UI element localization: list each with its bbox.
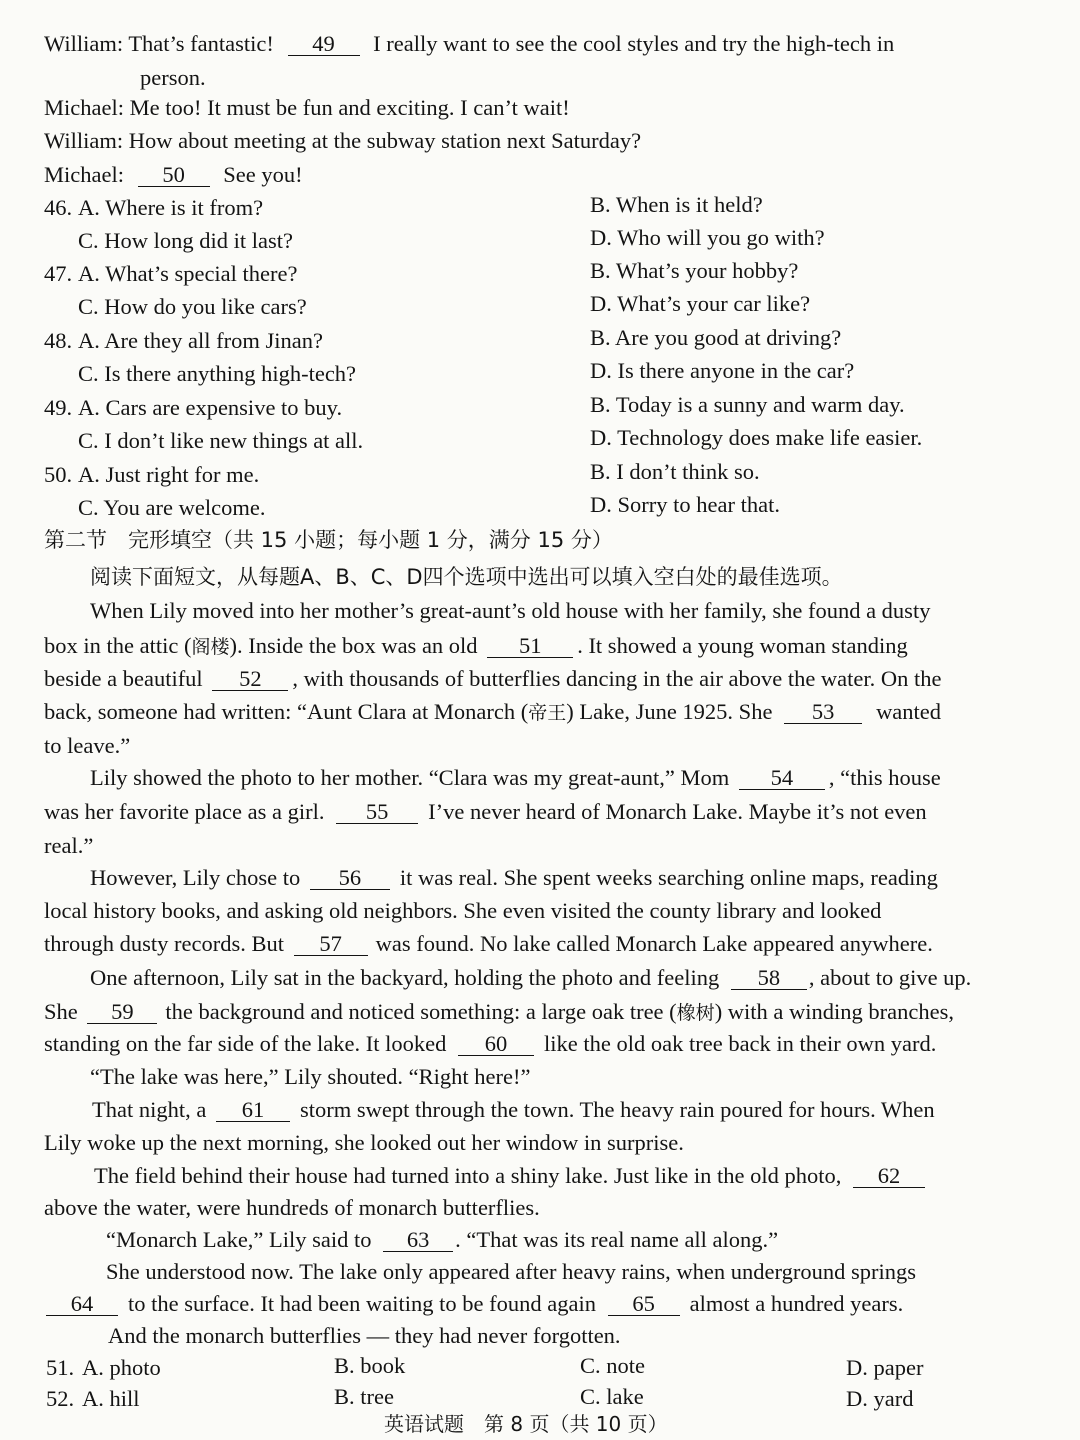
passage-line: “The lake was here,” Lily shouted. “Right here!”	[90, 1064, 531, 1089]
blank-53: 53	[784, 701, 862, 724]
q51-option-a[interactable]: A. photo	[82, 1355, 161, 1380]
passage-text: The field behind their house had turned into a shiny lake. Just like in the old photo,	[94, 1163, 842, 1188]
q47-option-b[interactable]: B. What’s your hobby?	[590, 258, 799, 283]
passage-line: above the water, were hundreds of monarch butterflies.	[44, 1195, 540, 1220]
passage-text: . It showed a young woman standing	[577, 633, 908, 658]
passage-line: real.”	[44, 833, 94, 858]
blank-49: 49	[288, 33, 360, 56]
cjk-gloss: 帝王	[528, 702, 567, 724]
q49-option-b[interactable]: B. Today is a sunny and warm day.	[590, 392, 905, 417]
passage-line	[44, 998, 954, 1027]
blank-51: 51	[487, 635, 573, 658]
passage-text: I’ve never heard of Monarch Lake. Maybe it’s not even	[428, 799, 927, 824]
passage-text: ) with a winding branches,	[714, 999, 955, 1024]
passage-text: to the surface. It had been waiting to be found again	[128, 1291, 596, 1316]
q49-num: 49.	[44, 395, 73, 420]
dialogue-line-william-1	[44, 30, 894, 58]
cjk-gloss: 阁楼	[191, 636, 230, 658]
q52-num: 52.	[46, 1386, 75, 1411]
q48-option-c[interactable]: C. Is there anything high-tech?	[78, 361, 357, 386]
passage-line	[44, 698, 941, 727]
passage-line: to leave.”	[44, 733, 131, 758]
q52-option-d[interactable]: D. yard	[846, 1386, 914, 1411]
passage-text: One afternoon, Lily sat in the backyard, holding the photo and feeling	[90, 965, 720, 990]
passage-line	[90, 864, 938, 892]
q46-option-b[interactable]: B. When is it held?	[590, 192, 763, 217]
passage-text: . “That was its real name all along.”	[455, 1227, 779, 1252]
q50-option-a[interactable]: A. Just right for me.	[78, 462, 260, 487]
q47-option-d[interactable]: D. What’s your car like?	[590, 291, 811, 316]
q48-num: 48.	[44, 328, 73, 353]
blank-56: 56	[310, 867, 390, 890]
passage-text: Lily showed the photo to her mother. “Clara was my great-aunt,” Mom	[90, 765, 730, 790]
q52-option-b[interactable]: B. tree	[334, 1384, 394, 1409]
passage-text: “Monarch Lake,” Lily said to	[106, 1227, 372, 1252]
page-footer: 英语试题 第 8 页（共 10 页）	[384, 1412, 668, 1436]
blank-50: 50	[138, 164, 210, 187]
q50-option-d[interactable]: D. Sorry to hear that.	[590, 492, 780, 517]
blank-61: 61	[216, 1099, 290, 1122]
passage-line	[90, 764, 941, 792]
blank-55: 55	[336, 801, 418, 824]
passage-line: Lily woke up the next morning, she looked out her window in surprise.	[44, 1130, 684, 1155]
passage-text: , with thousands of butterflies dancing in the air above the water. On the	[292, 666, 942, 691]
passage-line	[44, 798, 927, 826]
passage-text: almost a hundred years.	[689, 1291, 904, 1316]
passage-line: And the monarch butterflies — they had never forgotten.	[108, 1323, 621, 1348]
passage-text: However, Lily chose to	[90, 865, 301, 890]
passage-text: the background and noticed something: a large oak tree (	[165, 999, 677, 1024]
q52-option-a[interactable]: A. hill	[82, 1386, 140, 1411]
q46-option-c[interactable]: C. How long did it last?	[78, 228, 293, 253]
q47-option-c[interactable]: C. How do you like cars?	[78, 294, 307, 319]
cjk-gloss: 橡树	[676, 1002, 715, 1024]
q47-num: 47.	[44, 261, 73, 286]
q47-option-a[interactable]: A. What’s special there?	[78, 261, 298, 286]
q50-option-b[interactable]: B. I don’t think so.	[590, 459, 760, 484]
passage-text: , “this house	[828, 765, 941, 790]
dialogue-line-michael-2	[44, 161, 303, 189]
q49-option-d[interactable]: D. Technology does make life easier.	[590, 425, 923, 450]
passage-text: it was real. She spent weeks searching online maps, reading	[399, 865, 938, 890]
q50-num: 50.	[44, 462, 73, 487]
blank-58: 58	[731, 967, 807, 990]
passage-line	[94, 1162, 929, 1190]
speaker-label: William:	[44, 31, 124, 56]
passage-text: back, someone had written: “Aunt Clara at Monarch (	[44, 699, 529, 724]
passage-line	[44, 1030, 936, 1058]
dialogue-text: I really want to see the cool styles and try the high-tech in	[373, 31, 895, 56]
q48-option-a[interactable]: A. Are they all from Jinan?	[78, 328, 323, 353]
dialogue-text: That’s fantastic!	[128, 31, 274, 56]
passage-text: was her favorite place as a girl.	[44, 799, 325, 824]
passage-text: , about to give up.	[808, 965, 972, 990]
blank-65: 65	[608, 1293, 680, 1316]
dialogue-text: See you!	[223, 162, 303, 187]
dialogue-line-michael-1: Michael: Me too! It must be fun and exciting. I can’t wait!	[44, 95, 570, 120]
blank-64: 64	[46, 1293, 118, 1316]
passage-line	[90, 964, 971, 992]
q52-option-c[interactable]: C. lake	[580, 1384, 644, 1409]
passage-text: through dusty records. But	[44, 931, 284, 956]
passage-text: standing on the far side of the lake. It looked	[44, 1031, 447, 1056]
blank-57: 57	[294, 933, 368, 956]
blank-63: 63	[383, 1229, 453, 1252]
passage-text: storm swept through the town. The heavy rain poured for hours. When	[299, 1097, 935, 1122]
passage-line	[44, 665, 942, 693]
q50-option-c[interactable]: C. You are welcome.	[78, 495, 266, 520]
passage-line	[106, 1226, 778, 1254]
q51-option-c[interactable]: C. note	[580, 1353, 645, 1378]
q51-option-b[interactable]: B. book	[334, 1353, 406, 1378]
passage-line: When Lily moved into her mother’s great-aunt’s old house with her family, she found a dusty	[90, 598, 931, 623]
q51-num: 51.	[46, 1355, 75, 1380]
passage-text: That night, a	[92, 1097, 207, 1122]
blank-54: 54	[739, 767, 825, 790]
passage-line: She understood now. The lake only appeared after heavy rains, when underground springs	[106, 1259, 916, 1284]
q49-option-a[interactable]: A. Cars are expensive to buy.	[78, 395, 343, 420]
blank-59: 59	[87, 1001, 157, 1024]
speaker-label: Michael:	[44, 162, 124, 187]
q46-num: 46.	[44, 195, 73, 220]
passage-text: wanted	[876, 699, 942, 724]
dialogue-line-william-1-cont: person.	[140, 65, 206, 90]
q51-option-d[interactable]: D. paper	[846, 1355, 924, 1380]
blank-52: 52	[212, 668, 288, 691]
passage-line	[46, 1290, 903, 1318]
passage-text: beside a beautiful	[44, 666, 203, 691]
passage-text: was found. No lake called Monarch Lake appeared anywhere.	[375, 931, 933, 956]
passage-text: box in the attic (	[44, 633, 192, 658]
q49-option-c[interactable]: C. I don’t like new things at all.	[78, 428, 364, 453]
passage-line	[44, 632, 908, 661]
section-heading: 第二节 完形填空（共 15 小题；每小题 1 分，满分 15 分）	[44, 528, 613, 552]
blank-62: 62	[853, 1165, 925, 1188]
passage-text: ). Inside the box was an old	[229, 633, 478, 658]
passage-text: She	[44, 999, 78, 1024]
dialogue-line-william-2: William: How about meeting at the subway station next Saturday?	[44, 128, 642, 153]
q46-option-a[interactable]: A. Where is it from?	[78, 195, 264, 220]
q46-option-d[interactable]: D. Who will you go with?	[590, 225, 825, 250]
q48-option-d[interactable]: D. Is there anyone in the car?	[590, 358, 855, 383]
passage-text: ) Lake, June 1925. She	[566, 699, 773, 724]
q48-option-b[interactable]: B. Are you good at driving?	[590, 325, 842, 350]
passage-text: like the old oak tree back in their own yard.	[544, 1031, 937, 1056]
blank-60: 60	[458, 1033, 534, 1056]
passage-line	[44, 930, 933, 958]
passage-line: local history books, and asking old neighbors. She even visited the county library and looked	[44, 898, 882, 923]
passage-line	[92, 1096, 935, 1124]
section-instruction: 阅读下面短文，从每题A、B、C、D四个选项中选出可以填入空白处的最佳选项。	[90, 565, 843, 589]
